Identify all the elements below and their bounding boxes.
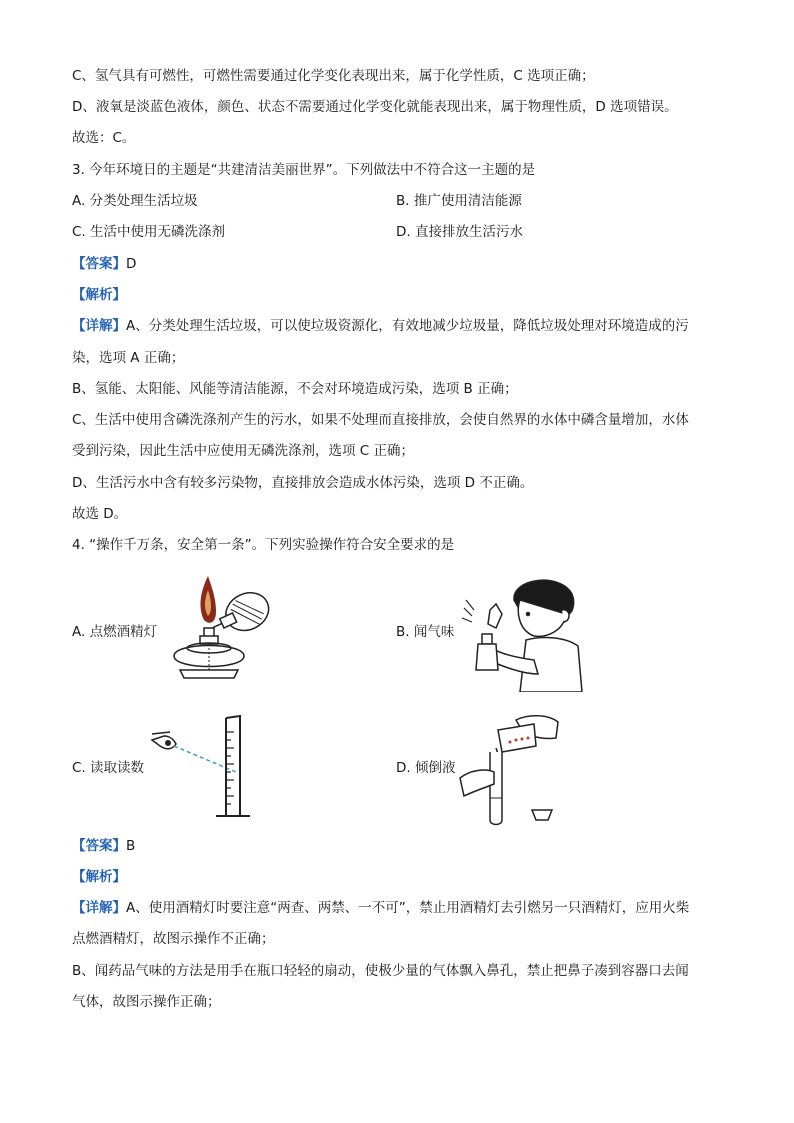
text-line: C、氢气具有可燃性，可燃性需要通过化学变化表现出来，属于化学性质，C 选项正确； [72, 68, 595, 84]
q4-option-b: B. 闻气味 [396, 624, 455, 640]
answer-value: D [126, 256, 137, 272]
q3-detail-line: D、生活污水中含有较多污染物，直接排放会造成水体污染，选项 D 不正确。 [72, 475, 534, 491]
smelling-boy-figure [460, 570, 585, 692]
q3-option-c: C. 生活中使用无磷洗涤剂 [72, 224, 226, 240]
alcohol-lamp-figure [160, 570, 280, 692]
q3-detail-line: 染，选项 A 正确； [72, 350, 185, 366]
pouring-liquid-figure [458, 712, 563, 827]
detail-text: A、使用酒精灯时要注意“两查、两禁、一不可”，禁止用酒精灯去引燃另一只酒精灯，应用火柴 [126, 900, 690, 916]
q3-option-b: B. 推广使用清洁能源 [396, 193, 522, 209]
answer-tag: 【答案】 [72, 256, 126, 272]
text-line: 故选：C。 [72, 130, 136, 146]
q4-option-a: A. 点燃酒精灯 [72, 624, 158, 640]
q3-detail-line [72, 316, 689, 336]
q4-answer [72, 836, 135, 856]
text-line: D、液氧是淡蓝色液体，颜色、状态不需要通过化学变化就能表现出来，属于物理性质，D 选项错误。 [72, 99, 678, 115]
q3-conclusion: 故选 D。 [72, 506, 128, 522]
q4-detail-line: 点燃酒精灯，故图示操作不正确； [72, 931, 275, 947]
graduated-cylinder-figure [150, 712, 270, 824]
q3-option-d: D. 直接排放生活污水 [396, 224, 523, 240]
q3-detail-line: 受到污染，因此生活中应使用无磷洗涤剂，选项 C 正确； [72, 443, 415, 459]
question-3-stem: 3. 今年环境日的主题是“共建清洁美丽世界”。下列做法中不符合这一主题的是 [72, 162, 536, 178]
q3-detail-line: B、氢能、太阳能、风能等清洁能源，不会对环境造成污染，选项 B 正确； [72, 381, 518, 397]
q3-answer [72, 254, 136, 274]
q4-analysis-tag: 【解析】 [72, 869, 126, 885]
q3-detail-line: C、生活中使用含磷洗涤剂产生的污水，如果不处理而直接排放，会使自然界的水体中磷含量增加，水体 [72, 412, 689, 428]
answer-value: B [126, 838, 136, 854]
answer-tag: 【答案】 [72, 838, 126, 854]
detail-text: A、分类处理生活垃圾，可以使垃圾资源化，有效地减少垃圾量，降低垃圾处理对环境造成的污 [126, 318, 689, 334]
q4-detail-line: 气体，故图示操作正确； [72, 994, 221, 1010]
q3-option-a: A. 分类处理生活垃圾 [72, 193, 198, 209]
detail-tag: 【详解】 [72, 900, 126, 916]
detail-tag: 【详解】 [72, 318, 126, 334]
q3-analysis-tag: 【解析】 [72, 287, 126, 303]
q4-detail-line: B、闻药品气味的方法是用手在瓶口轻轻的扇动，使极少量的气体飘入鼻孔，禁止把鼻子凑到容器口去闻 [72, 963, 689, 979]
question-4-stem: 4. “操作千万条，安全第一条”。下列实验操作符合安全要求的是 [72, 537, 455, 553]
q4-detail-line [72, 898, 689, 918]
q4-option-c: C. 读取读数 [72, 760, 145, 776]
q4-option-d: D. 倾倒液 [396, 760, 456, 776]
